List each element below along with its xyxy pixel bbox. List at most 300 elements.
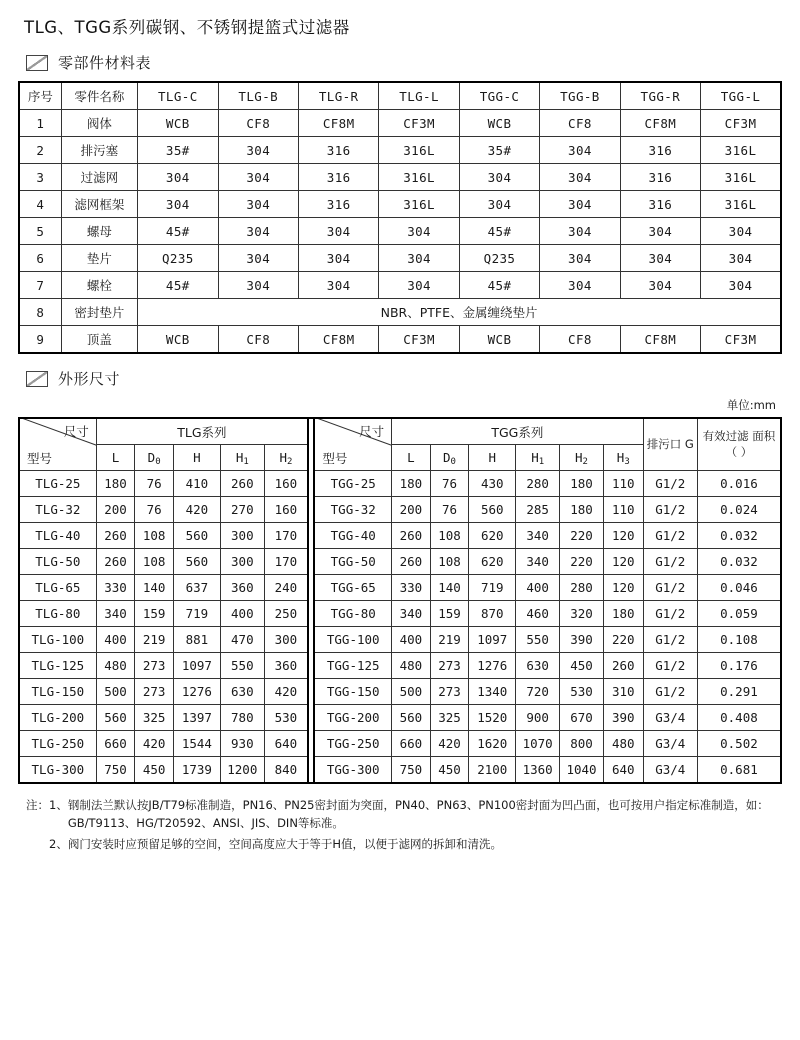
- table-row: [19, 731, 781, 757]
- cell-value: 470: [220, 627, 264, 653]
- cell-value: 160: [264, 471, 308, 497]
- col-header-no: 序号: [19, 82, 61, 110]
- cell-value: 310: [603, 679, 643, 705]
- cell-value: 120: [603, 523, 643, 549]
- cell-value: 219: [430, 627, 469, 653]
- col-header-tgg-b: TGG-B: [540, 82, 620, 110]
- cell-value: 330: [392, 575, 431, 601]
- cell-value: 1739: [173, 757, 220, 784]
- cell-value: 316: [298, 191, 378, 218]
- cell-value: 330: [96, 575, 135, 601]
- cell-drain-port: G3/4: [643, 705, 697, 731]
- subcol-tlg-H2: $H_2$: [264, 445, 308, 471]
- cell-value: 630: [220, 679, 264, 705]
- cell-value: 140: [135, 575, 174, 601]
- cell-part: 阀体: [61, 110, 137, 137]
- cell-value: 530: [560, 679, 604, 705]
- cell-tgg-model: TGG-40: [314, 523, 391, 549]
- cell-tgg-model: TGG-25: [314, 471, 391, 497]
- cell-value: 45#: [138, 218, 218, 245]
- cell-value: 108: [135, 523, 174, 549]
- note-row: [26, 835, 778, 853]
- cell-value: 500: [392, 679, 431, 705]
- table-row: [19, 218, 781, 245]
- cell-value: 400: [96, 627, 135, 653]
- cell-tgg-model: TGG-65: [314, 575, 391, 601]
- cell-value: 45#: [459, 218, 539, 245]
- cell-value: 400: [392, 627, 431, 653]
- cell-no: 9: [19, 326, 61, 354]
- cell-value: 620: [469, 523, 516, 549]
- cell-value: 304: [540, 137, 620, 164]
- notes-label: 注：: [26, 798, 49, 812]
- cell-value: 410: [173, 471, 220, 497]
- cell-value: 560: [173, 549, 220, 575]
- cell-value: 76: [430, 497, 469, 523]
- cell-drain-port: G1/2: [643, 523, 697, 549]
- cell-value: 620: [469, 549, 516, 575]
- cell-value: 280: [516, 471, 560, 497]
- notes-block: [26, 796, 778, 853]
- table-row: [19, 705, 781, 731]
- subcol-tgg-H3: $H_3$: [603, 445, 643, 471]
- cell-value: 660: [392, 731, 431, 757]
- cell-value: 881: [173, 627, 220, 653]
- cell-value: 1200: [220, 757, 264, 784]
- cell-value: 304: [138, 164, 218, 191]
- cell-value: 340: [96, 601, 135, 627]
- table-row: [19, 679, 781, 705]
- cell-value: WCB: [459, 326, 539, 354]
- cell-value-merged: NBR、PTFE、金属缠绕垫片: [138, 299, 781, 326]
- subcol-tgg-H2: $H_2$: [560, 445, 604, 471]
- cell-value: CF8: [540, 110, 620, 137]
- cell-value: 550: [516, 627, 560, 653]
- cell-value: 1360: [516, 757, 560, 784]
- cell-value: Q235: [138, 245, 218, 272]
- cell-value: 390: [603, 705, 643, 731]
- cell-value: 550: [220, 653, 264, 679]
- note-row: [26, 796, 778, 833]
- cell-tgg-model: TGG-200: [314, 705, 391, 731]
- note-number: 2、: [49, 836, 68, 851]
- table-row: [19, 653, 781, 679]
- cell-drain-port: G1/2: [643, 653, 697, 679]
- cell-value: 270: [220, 497, 264, 523]
- filter-area-label: 有效过滤 面积（ ）: [702, 428, 776, 459]
- dimensions-section-title: 外形尺寸: [58, 370, 121, 388]
- cell-tlg-model: TLG-300: [19, 757, 96, 784]
- col-header-filter-area: [697, 418, 781, 471]
- cell-value: 1276: [173, 679, 220, 705]
- cell-value: 76: [135, 471, 174, 497]
- page-title: TLG、TGG系列碳钢、不锈钢提篮式过滤器: [24, 18, 350, 37]
- cell-value: CF3M: [379, 326, 459, 354]
- cell-tlg-model: TLG-125: [19, 653, 96, 679]
- cell-value: 1070: [516, 731, 560, 757]
- cell-tgg-model: TGG-150: [314, 679, 391, 705]
- cell-value: 320: [560, 601, 604, 627]
- cell-value: 45#: [138, 272, 218, 299]
- corner-label-size-right: 尺寸: [359, 424, 385, 439]
- cell-filter-area: 0.681: [697, 757, 781, 784]
- subcol-tlg-H: H: [173, 445, 220, 471]
- cell-value: 304: [379, 218, 459, 245]
- materials-table: [18, 81, 782, 354]
- col-header-tlg-l: TLG-L: [379, 82, 459, 110]
- cell-value: 450: [135, 757, 174, 784]
- table-row: [19, 497, 781, 523]
- cell-value: 1097: [469, 627, 516, 653]
- cell-filter-area: 0.408: [697, 705, 781, 731]
- cell-value: 560: [469, 497, 516, 523]
- cell-value: 325: [135, 705, 174, 731]
- subcol-tgg-D0: $D_0$: [430, 445, 469, 471]
- cell-tgg-model: TGG-50: [314, 549, 391, 575]
- cell-value: 304: [218, 245, 298, 272]
- cell-value: 450: [430, 757, 469, 784]
- cell-value: 304: [540, 272, 620, 299]
- cell-value: 110: [603, 471, 643, 497]
- cell-value: 304: [459, 191, 539, 218]
- cell-value: 120: [603, 549, 643, 575]
- cell-part: 滤网框架: [61, 191, 137, 218]
- cell-value: 304: [540, 164, 620, 191]
- cell-value: 260: [392, 523, 431, 549]
- cell-tgg-model: TGG-80: [314, 601, 391, 627]
- cell-tlg-model: TLG-40: [19, 523, 96, 549]
- col-header-tlg-b: TLG-B: [218, 82, 298, 110]
- cell-no: 3: [19, 164, 61, 191]
- cell-tlg-model: TLG-50: [19, 549, 96, 575]
- cell-value: 110: [603, 497, 643, 523]
- cell-value: 300: [220, 549, 264, 575]
- cell-value: CF8: [218, 326, 298, 354]
- cell-tgg-model: TGG-32: [314, 497, 391, 523]
- corner-cell-left: [19, 418, 96, 471]
- cell-drain-port: G1/2: [643, 601, 697, 627]
- cell-value: 200: [392, 497, 431, 523]
- cell-value: 108: [135, 549, 174, 575]
- cell-filter-area: 0.502: [697, 731, 781, 757]
- cell-value: 480: [96, 653, 135, 679]
- table-row: [19, 191, 781, 218]
- cell-value: 220: [560, 523, 604, 549]
- cell-filter-area: 0.032: [697, 549, 781, 575]
- cell-value: 170: [264, 523, 308, 549]
- cell-value: 720: [516, 679, 560, 705]
- cell-value: 304: [298, 272, 378, 299]
- cell-tgg-model: TGG-100: [314, 627, 391, 653]
- cell-value: 160: [264, 497, 308, 523]
- cell-value: 640: [603, 757, 643, 784]
- table-row: [19, 272, 781, 299]
- cell-tlg-model: TLG-65: [19, 575, 96, 601]
- cell-filter-area: 0.291: [697, 679, 781, 705]
- cell-value: 637: [173, 575, 220, 601]
- cell-tlg-model: TLG-150: [19, 679, 96, 705]
- cell-value: 304: [218, 218, 298, 245]
- cell-value: 260: [392, 549, 431, 575]
- cell-value: CF8: [540, 326, 620, 354]
- cell-value: CF8M: [298, 110, 378, 137]
- cell-value: CF8M: [620, 110, 700, 137]
- subcol-tlg-D0: $D_0$: [135, 445, 174, 471]
- cell-no: 2: [19, 137, 61, 164]
- cell-value: 300: [220, 523, 264, 549]
- cell-no: 8: [19, 299, 61, 326]
- cell-value: 304: [620, 218, 700, 245]
- cell-value: 35#: [459, 137, 539, 164]
- cell-tlg-model: TLG-200: [19, 705, 96, 731]
- cell-value: 304: [379, 272, 459, 299]
- subcol-tgg-H1: $H_1$: [516, 445, 560, 471]
- cell-value: 1340: [469, 679, 516, 705]
- cell-value: 340: [392, 601, 431, 627]
- cell-drain-port: G1/2: [643, 679, 697, 705]
- cell-value: 800: [560, 731, 604, 757]
- cell-value: Q235: [459, 245, 539, 272]
- cell-value: 219: [135, 627, 174, 653]
- cell-value: 120: [603, 575, 643, 601]
- cell-value: 340: [516, 523, 560, 549]
- cell-value: 304: [620, 272, 700, 299]
- cell-value: CF8M: [298, 326, 378, 354]
- cell-no: 4: [19, 191, 61, 218]
- materials-section-header: [26, 52, 782, 73]
- cell-no: 5: [19, 218, 61, 245]
- table-header-row: [19, 82, 781, 110]
- cell-value: 304: [540, 218, 620, 245]
- cell-value: 108: [430, 523, 469, 549]
- cell-value: 300: [264, 627, 308, 653]
- cell-value: 304: [298, 218, 378, 245]
- cell-tgg-model: TGG-125: [314, 653, 391, 679]
- cell-value: 500: [96, 679, 135, 705]
- cell-value: WCB: [138, 110, 218, 137]
- table-row: [19, 326, 781, 354]
- cell-value: 840: [264, 757, 308, 784]
- cell-value: 560: [392, 705, 431, 731]
- cell-value: 285: [516, 497, 560, 523]
- cell-value: 870: [469, 601, 516, 627]
- cell-value: 420: [135, 731, 174, 757]
- cell-value: 325: [430, 705, 469, 731]
- table-row: [19, 110, 781, 137]
- cell-value: 180: [560, 497, 604, 523]
- cell-value: 1040: [560, 757, 604, 784]
- table-row: [19, 164, 781, 191]
- cell-drain-port: G1/2: [643, 471, 697, 497]
- cell-value: 420: [173, 497, 220, 523]
- cell-value: 390: [560, 627, 604, 653]
- cell-value: 260: [220, 471, 264, 497]
- cell-value: 304: [379, 245, 459, 272]
- cell-value: 640: [264, 731, 308, 757]
- cell-value: 1520: [469, 705, 516, 731]
- cell-value: 273: [430, 679, 469, 705]
- cell-value: 304: [138, 191, 218, 218]
- subcol-tgg-L: L: [392, 445, 431, 471]
- col-header-tgg-l: TGG-L: [701, 82, 781, 110]
- table-row: [19, 575, 781, 601]
- note-text: 阀门安装时应预留足够的空间，空间高度应大于等于H值，以便于滤网的拆卸和清洗。: [67, 836, 502, 851]
- cell-value: 180: [96, 471, 135, 497]
- cell-drain-port: G1/2: [643, 549, 697, 575]
- subcol-tlg-H1: $H_1$: [220, 445, 264, 471]
- cell-value: 316L: [701, 164, 781, 191]
- dimensions-section-header: [26, 368, 782, 389]
- cell-value: 316: [298, 164, 378, 191]
- cell-value: 780: [220, 705, 264, 731]
- cell-filter-area: 0.108: [697, 627, 781, 653]
- cell-part: 螺栓: [61, 272, 137, 299]
- cell-drain-port: G1/2: [643, 627, 697, 653]
- cell-value: 1097: [173, 653, 220, 679]
- cell-value: 273: [135, 679, 174, 705]
- cell-filter-area: 0.059: [697, 601, 781, 627]
- cell-value: 930: [220, 731, 264, 757]
- cell-value: 76: [135, 497, 174, 523]
- cell-value: 316L: [701, 137, 781, 164]
- subcol-tlg-L: L: [96, 445, 135, 471]
- cell-tgg-model: TGG-250: [314, 731, 391, 757]
- cell-value: 360: [264, 653, 308, 679]
- table-row: [19, 523, 781, 549]
- cell-value: 560: [96, 705, 135, 731]
- cell-no: 7: [19, 272, 61, 299]
- cell-value: 200: [96, 497, 135, 523]
- cell-value: 159: [430, 601, 469, 627]
- cell-value: 750: [96, 757, 135, 784]
- cell-filter-area: 0.016: [697, 471, 781, 497]
- corner-cell-right: [314, 418, 391, 471]
- cell-value: 1620: [469, 731, 516, 757]
- cell-no: 1: [19, 110, 61, 137]
- group-header-tgg: TGG系列: [392, 418, 644, 445]
- table-row: [19, 299, 781, 326]
- cell-value: 304: [701, 245, 781, 272]
- cell-value: 1276: [469, 653, 516, 679]
- cell-value: 108: [430, 549, 469, 575]
- col-header-tlg-r: TLG-R: [298, 82, 378, 110]
- cell-value: 460: [516, 601, 560, 627]
- cell-value: 450: [560, 653, 604, 679]
- cell-value: 430: [469, 471, 516, 497]
- cell-value: 719: [173, 601, 220, 627]
- table-row: [19, 471, 781, 497]
- cell-tlg-model: TLG-32: [19, 497, 96, 523]
- cell-value: 304: [459, 164, 539, 191]
- cell-value: 316L: [701, 191, 781, 218]
- cell-drain-port: G3/4: [643, 757, 697, 784]
- cell-value: 273: [135, 653, 174, 679]
- cell-drain-port: G1/2: [643, 497, 697, 523]
- table-row: [19, 245, 781, 272]
- cell-filter-area: 0.024: [697, 497, 781, 523]
- cell-part: 过滤网: [61, 164, 137, 191]
- cell-value: 240: [264, 575, 308, 601]
- cell-value: CF3M: [701, 326, 781, 354]
- cell-tlg-model: TLG-80: [19, 601, 96, 627]
- cell-value: 480: [392, 653, 431, 679]
- cell-filter-area: 0.032: [697, 523, 781, 549]
- subcol-tgg-H: H: [469, 445, 516, 471]
- section-marker-icon: [26, 55, 48, 71]
- cell-value: 180: [392, 471, 431, 497]
- cell-value: 260: [96, 549, 135, 575]
- cell-value: 170: [264, 549, 308, 575]
- cell-value: 76: [430, 471, 469, 497]
- cell-drain-port: G3/4: [643, 731, 697, 757]
- cell-value: CF8: [218, 110, 298, 137]
- materials-section-title: 零部件材料表: [58, 54, 152, 72]
- dimensions-table: [18, 417, 782, 784]
- cell-value: 316L: [379, 164, 459, 191]
- cell-value: 304: [218, 191, 298, 218]
- cell-value: 316: [620, 164, 700, 191]
- cell-tlg-model: TLG-100: [19, 627, 96, 653]
- cell-filter-area: 0.046: [697, 575, 781, 601]
- cell-value: 560: [173, 523, 220, 549]
- cell-value: 220: [560, 549, 604, 575]
- cell-value: 900: [516, 705, 560, 731]
- cell-part: 密封垫片: [61, 299, 137, 326]
- cell-value: 140: [430, 575, 469, 601]
- drain-port-label: 排污口 G: [646, 436, 694, 451]
- cell-value: 304: [620, 245, 700, 272]
- cell-value: 260: [96, 523, 135, 549]
- cell-value: 360: [220, 575, 264, 601]
- col-header-part: 零件名称: [61, 82, 137, 110]
- cell-value: 719: [469, 575, 516, 601]
- cell-value: 316L: [379, 137, 459, 164]
- corner-label-size-left: 尺寸: [63, 424, 89, 439]
- cell-value: 480: [603, 731, 643, 757]
- cell-value: CF8M: [620, 326, 700, 354]
- cell-value: 750: [392, 757, 431, 784]
- cell-tlg-model: TLG-250: [19, 731, 96, 757]
- table-row: [19, 549, 781, 575]
- cell-value: 273: [430, 653, 469, 679]
- table-row: [19, 137, 781, 164]
- cell-part: 顶盖: [61, 326, 137, 354]
- cell-value: 530: [264, 705, 308, 731]
- cell-value: 420: [430, 731, 469, 757]
- cell-value: WCB: [459, 110, 539, 137]
- cell-tgg-model: TGG-300: [314, 757, 391, 784]
- cell-part: 排污塞: [61, 137, 137, 164]
- cell-value: 35#: [138, 137, 218, 164]
- cell-part: 螺母: [61, 218, 137, 245]
- cell-filter-area: 0.176: [697, 653, 781, 679]
- note-number: 1、: [49, 798, 68, 812]
- corner-label-model-left: 型号: [27, 451, 53, 466]
- cell-value: 304: [218, 137, 298, 164]
- cell-value: CF3M: [379, 110, 459, 137]
- table-row: [19, 601, 781, 627]
- cell-value: 316L: [379, 191, 459, 218]
- unit-label: 单位:mm: [726, 398, 776, 412]
- cell-value: 1397: [173, 705, 220, 731]
- cell-value: 304: [540, 191, 620, 218]
- cell-value: 670: [560, 705, 604, 731]
- cell-value: 420: [264, 679, 308, 705]
- cell-no: 6: [19, 245, 61, 272]
- table-row: [19, 757, 781, 784]
- cell-value: 316: [620, 137, 700, 164]
- cell-value: 280: [560, 575, 604, 601]
